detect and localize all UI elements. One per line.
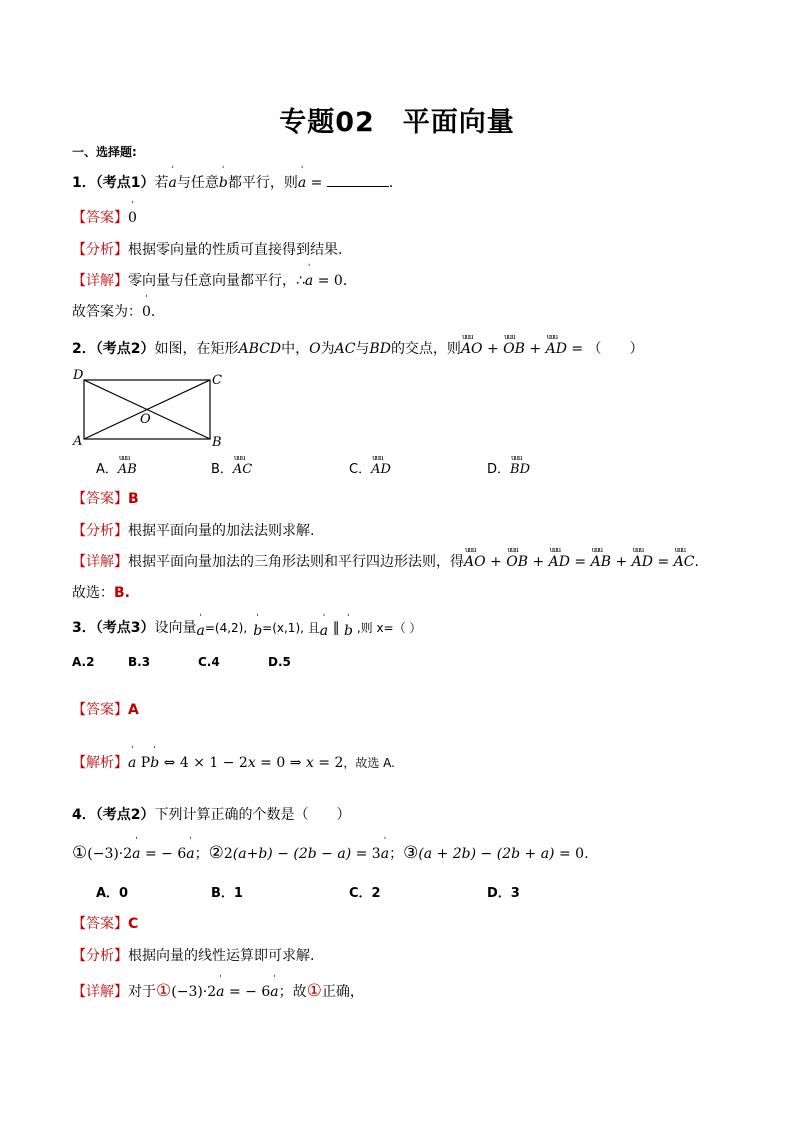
label-d: D [73, 368, 84, 383]
q4-option-d[interactable]: D．3 [487, 886, 520, 901]
label-c: C [212, 373, 222, 388]
q3-option-d[interactable]: D.5 [268, 655, 291, 669]
q3-option-a[interactable]: A.2 [72, 655, 95, 669]
q2-option-c[interactable]: C．uuu AD [349, 458, 391, 477]
question-3: 3．（考点3）设向量ˈ a=(4,2),ˈ b=(x,1), 且ˈ a ∥ ˈ b ,则 x=（ ） [72, 617, 421, 639]
q2-final: 故选：B. [72, 585, 130, 601]
q4-option-c[interactable]: C．2 [349, 886, 381, 901]
question-1: 1．（考点1）若ˈ a与任意ˈ b都平行，则ˈ a = ． [72, 172, 403, 192]
answer-blank [327, 176, 389, 187]
q4-analysis: 【分析】根据向量的线性运算即可求解. [72, 948, 315, 964]
q3-option-b[interactable]: B.3 [128, 655, 151, 669]
q1-detail: 【详解】零向量与任意向量都平行，∴ˈ a = 0． [72, 270, 357, 290]
rectangle-figure [70, 368, 230, 450]
q4-answer: 【答案】C [72, 916, 139, 932]
q1-analysis: 【分析】根据零向量的性质可直接得到结果. [72, 242, 343, 258]
question-4: 4．（考点2）下列计算正确的个数是（ ） [72, 807, 351, 823]
q2-analysis: 【分析】根据平面向量的加法法则求解. [72, 523, 315, 539]
question-2: 2．（考点2）如图，在矩形ABCD中，O为AC与BD的交点，则uuu AO + uuu OB + uuu AD = （ ） [72, 338, 644, 358]
q3-solution: 【解析】ˈ a Pˈ b ⇔ 4 × 1 − 2x = 0 ⇒ x = 2，故选 A. [72, 752, 395, 772]
q4-statements: ①(−3)·2ˈ a = − 6ˈ a；②2(a+b) − (2b − a) = 3ˈ a；③(a + 2b) − (2b + a) = 0. [72, 843, 589, 863]
q4-option-b[interactable]: B．1 [211, 886, 243, 901]
q1-final: 故答案为：ˈ 0． [72, 301, 165, 321]
label-o: O [140, 412, 151, 427]
label-b: B [212, 435, 222, 450]
q3-answer: 【答案】A [72, 702, 139, 718]
q2-option-d[interactable]: D．uuu BD [487, 458, 530, 477]
q1-answer: 【答案】ˈ 0 [72, 207, 137, 227]
q2-detail: 【详解】根据平面向量加法的三角形法则和平行四边形法则，得uuu AO + uuu OB + uuu AD = uuu AB + uuu AD = uuu AC. [72, 551, 699, 571]
section-heading: 一、选择题: [72, 145, 137, 159]
label-a: A [73, 434, 83, 449]
q2-option-b[interactable]: B．uuu AC [211, 458, 252, 477]
page-title: 专题02 平面向量 [279, 107, 515, 138]
q4-option-a[interactable]: A．0 [96, 886, 129, 901]
q2-option-a[interactable]: A．uuu AB [96, 458, 137, 477]
q2-answer: 【答案】B [72, 491, 139, 507]
q3-option-c[interactable]: C.4 [198, 655, 220, 669]
q4-detail: 【详解】对于①(−3)·2ˈ a = − 6ˈ a；故①正确， [72, 981, 364, 1001]
